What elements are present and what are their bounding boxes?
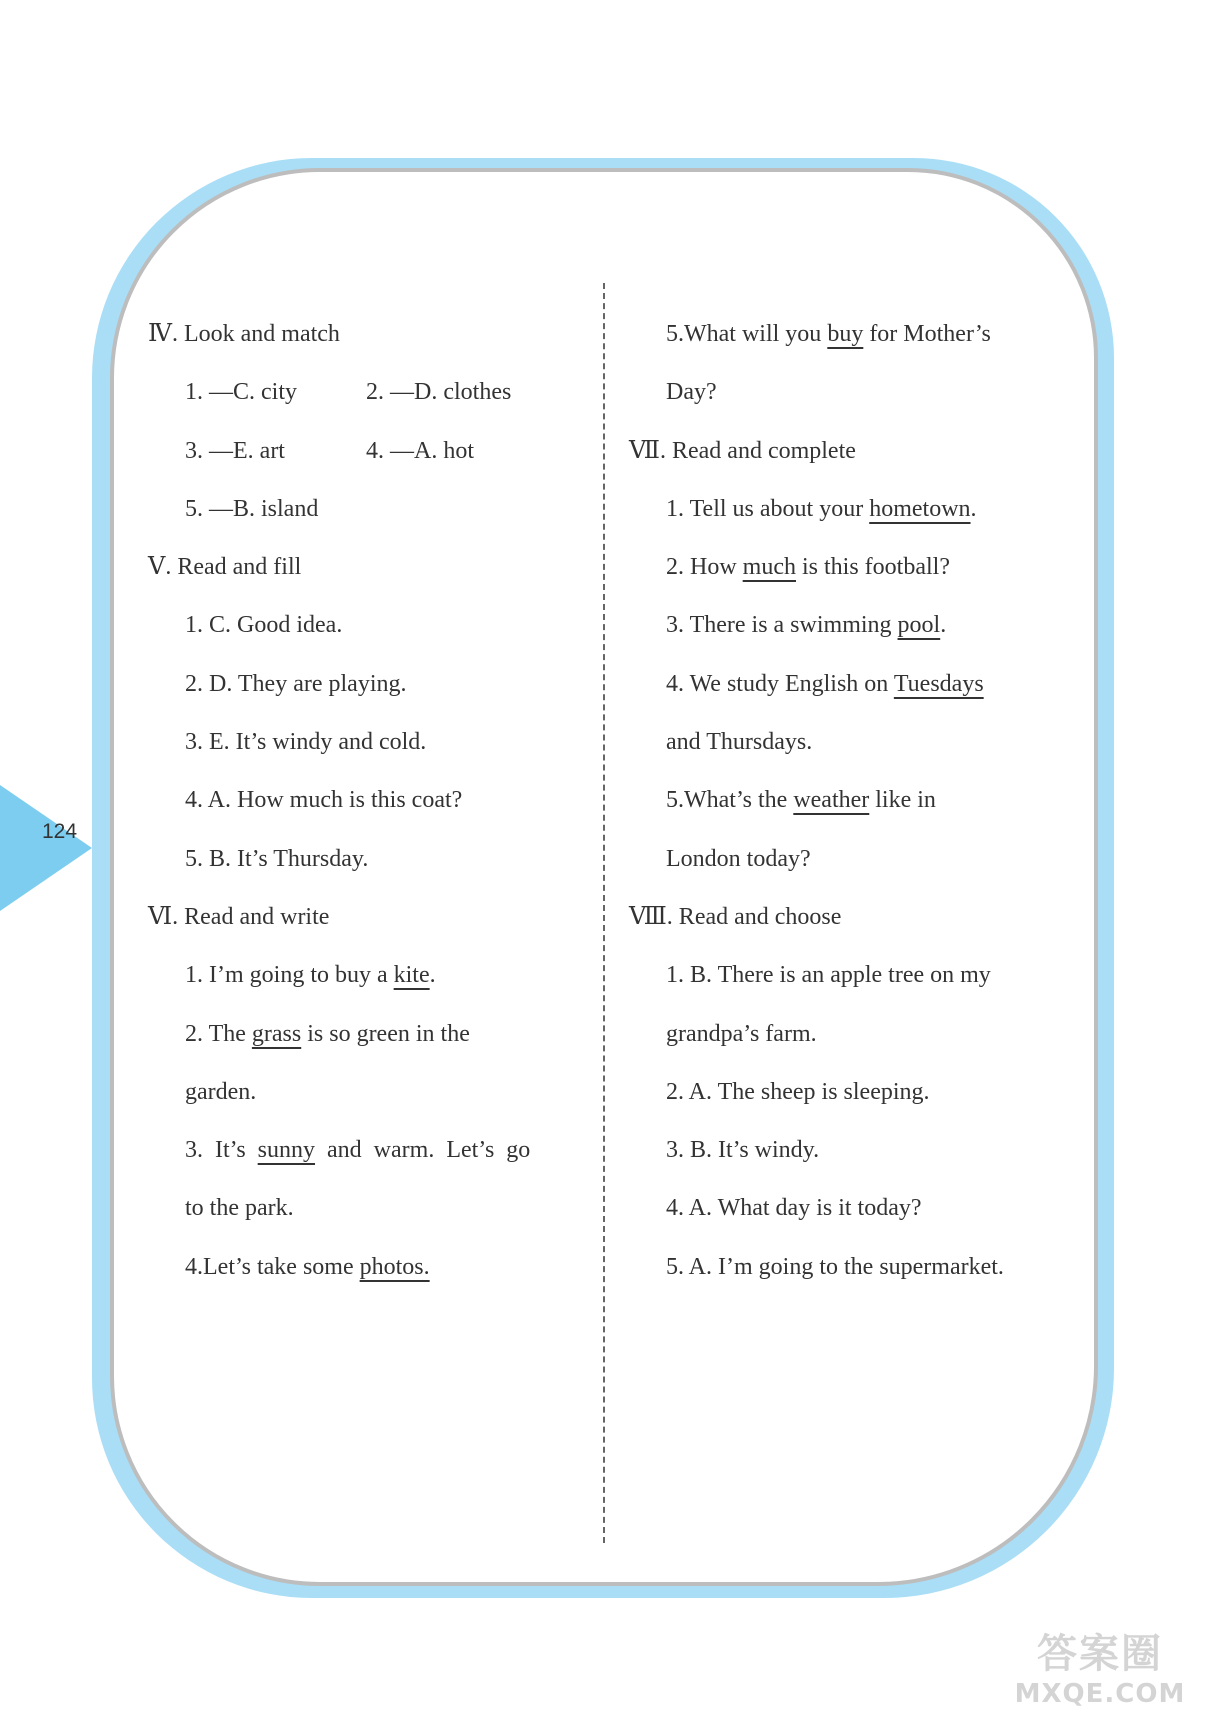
text-part: 2. How	[666, 554, 743, 581]
text-part: is this football?	[796, 554, 950, 581]
match-item: 1. —C. city	[185, 379, 297, 406]
answer-line	[629, 305, 1079, 363]
text-part: 4.Let’s take some	[185, 1253, 360, 1280]
answer-line: 1. B. There is an apple tree on my	[666, 962, 991, 989]
underlined-answer: photos.	[359, 1253, 430, 1280]
match-item: 4. —A. hot	[366, 437, 474, 464]
column-divider	[603, 283, 605, 1543]
underlined-answer: kite	[393, 962, 430, 989]
answer-line	[629, 538, 1079, 596]
answer-line	[629, 596, 1079, 654]
answer-line-cont: London today?	[666, 845, 811, 872]
answer-line-cont: and Thursdays.	[666, 729, 813, 756]
page-number-tab	[0, 785, 92, 911]
section-4-title: Ⅳ. Look and match	[148, 321, 340, 347]
text-part: 1. I’m going to buy a	[185, 962, 394, 989]
section-5-title: Ⅴ. Read and fill	[148, 554, 302, 581]
watermark	[1005, 1622, 1195, 1709]
answer-line: 2. A. The sheep is sleeping.	[666, 1078, 930, 1105]
text-part: 5.What will you	[666, 321, 828, 347]
underlined-answer: sunny	[257, 1137, 316, 1164]
underlined-answer: much	[742, 554, 796, 581]
underlined-answer: hometown	[869, 495, 971, 522]
watermark-url: MXQE.COM	[1014, 1679, 1186, 1709]
section-6-title: Ⅵ. Read and write	[148, 903, 330, 930]
answer-line: 2. D. They are playing.	[185, 670, 407, 697]
section-8-title: Ⅷ. Read and choose	[629, 903, 842, 930]
text-part: 3. It’s	[185, 1137, 258, 1164]
answer-line: 5. A. I’m going to the supermarket.	[666, 1253, 1004, 1280]
answer-line	[629, 480, 1079, 538]
match-row	[148, 480, 588, 538]
answer-line	[148, 946, 588, 1004]
answer-line: 3. B. It’s windy.	[666, 1137, 820, 1164]
answer-line	[629, 655, 1079, 713]
left-column	[148, 305, 588, 1296]
text-part: 5.What’s the	[666, 787, 794, 814]
answer-line: 4. A. How much is this coat?	[185, 787, 463, 814]
answer-line: 4. A. What day is it today?	[666, 1195, 922, 1222]
text-part: .	[970, 495, 977, 522]
underlined-answer: buy	[827, 321, 864, 347]
answer-line-cont: to the park.	[185, 1195, 294, 1222]
right-column	[629, 305, 1079, 1296]
text-part: 2. The	[185, 1020, 252, 1047]
underlined-answer: pool	[897, 612, 941, 639]
match-row	[148, 422, 588, 480]
text-part: 4. We study English on	[666, 670, 894, 697]
text-part: like in	[869, 787, 936, 814]
answer-line: 3. E. It’s windy and cold.	[185, 729, 427, 756]
text-part: for Mother’s	[863, 321, 991, 347]
match-item: 2. —D. clothes	[366, 379, 512, 406]
section-7-title: Ⅶ. Read and complete	[629, 437, 856, 464]
answer-line: 1. C. Good idea.	[185, 612, 343, 639]
text-part: and warm. Let’s go	[315, 1137, 531, 1164]
answer-line	[148, 1005, 588, 1063]
text-part: 3. There is a swimming	[666, 612, 898, 639]
match-item: 3. —E. art	[185, 437, 285, 464]
match-item: 5. —B. island	[185, 495, 319, 522]
text-part: 1. Tell us about your	[666, 495, 870, 522]
answer-line-cont: garden.	[185, 1078, 257, 1105]
underlined-answer: weather	[793, 787, 870, 814]
text-part: .	[940, 612, 947, 639]
watermark-logo: 答案圈	[1037, 1631, 1163, 1677]
answer-line	[148, 1121, 588, 1179]
underlined-answer: grass	[251, 1020, 302, 1047]
answer-line	[629, 771, 1079, 829]
text-part: is so green in the	[301, 1020, 470, 1047]
underlined-answer: Tuesdays	[893, 670, 984, 697]
answer-line	[148, 1238, 588, 1296]
page-number: 124	[42, 820, 78, 843]
answer-line: 5. B. It’s Thursday.	[185, 845, 369, 872]
answer-line-cont: grandpa’s farm.	[666, 1020, 817, 1047]
text-part: .	[429, 962, 436, 989]
match-row	[148, 363, 588, 421]
answer-line-cont: Day?	[666, 379, 717, 406]
